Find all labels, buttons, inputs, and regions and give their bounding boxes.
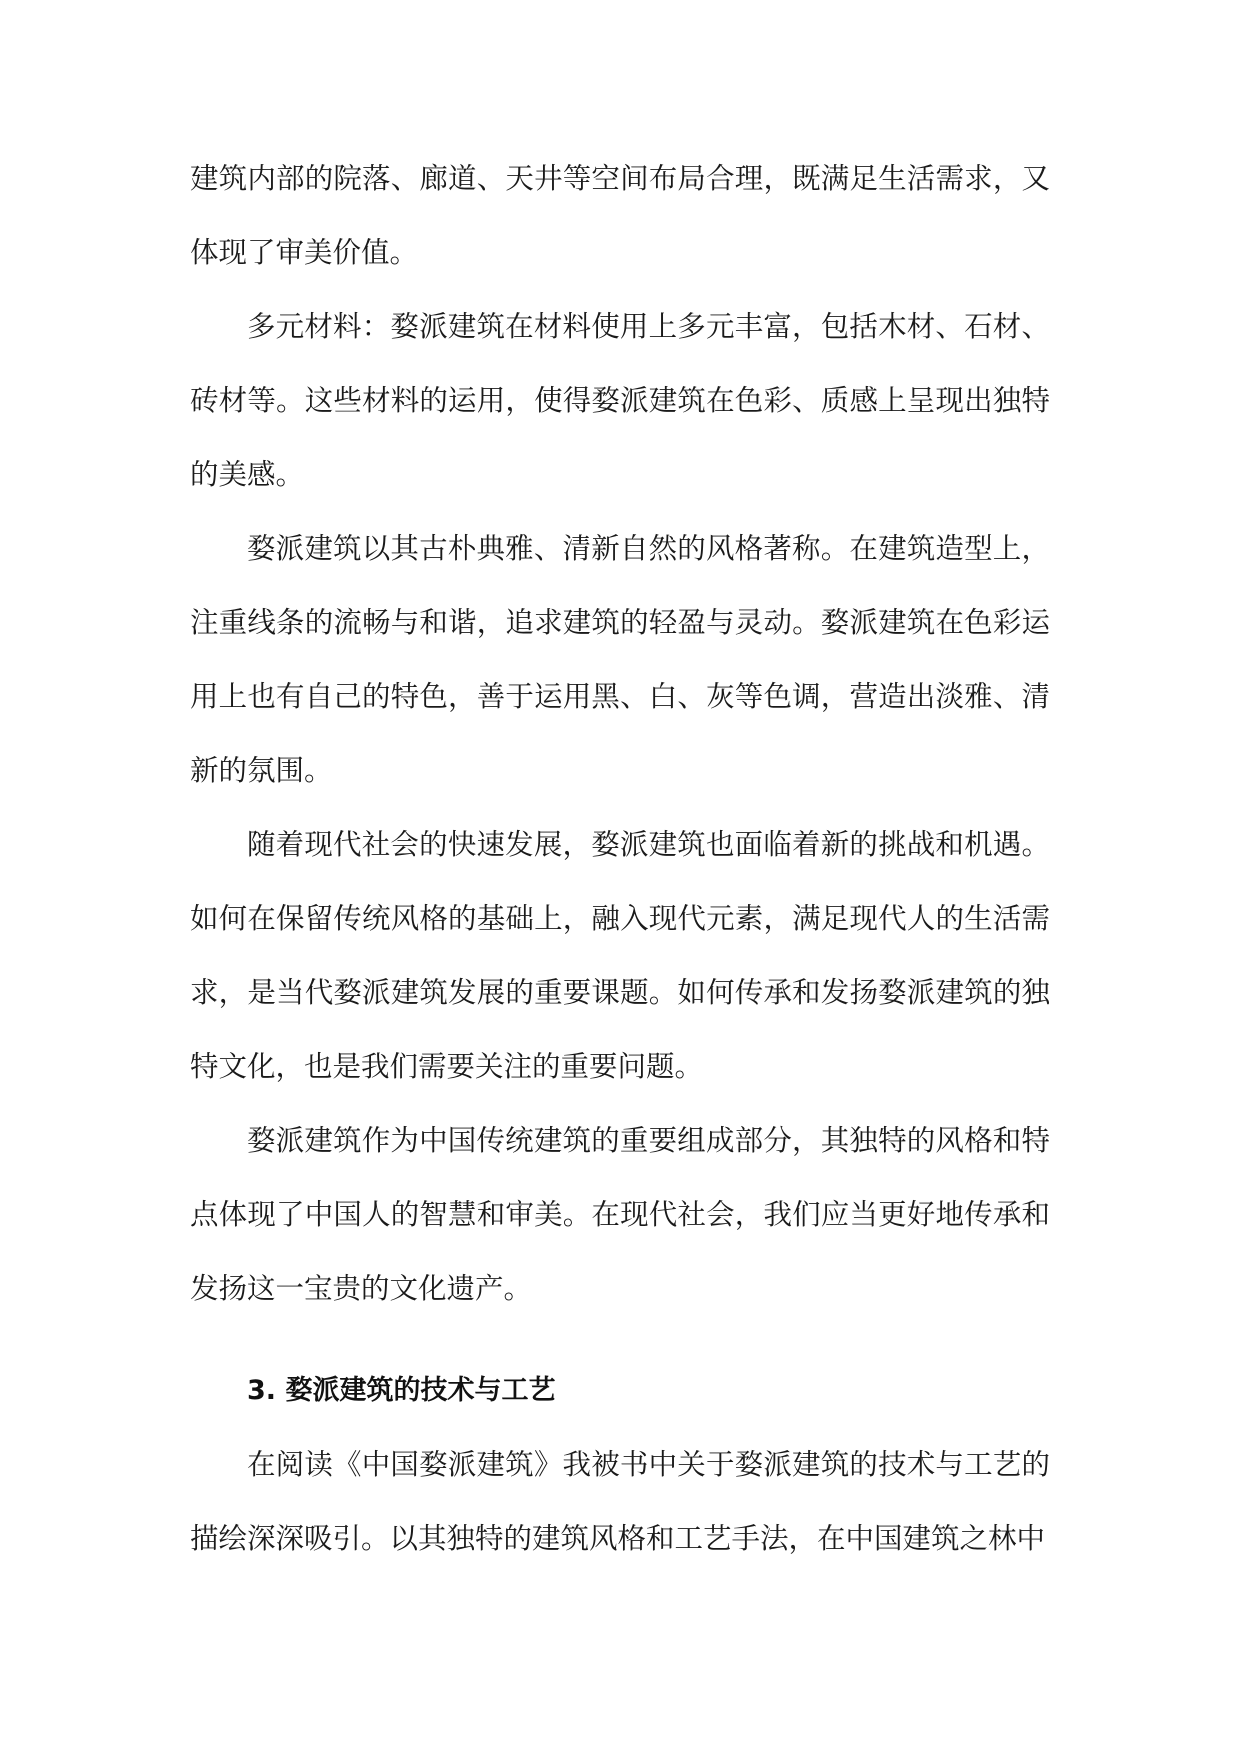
paragraph-style-and-color: 婺派建筑以其古朴典雅、清新自然的风格著称。在建筑造型上，注重线条的流畅与和谐，追求建筑的轻盈与灵动。婺派建筑在色彩运用上也有自己的特色，善于运用黑、白、灰等色调，营造出淡雅、清新的氛围。: [190, 532, 1050, 787]
paragraph-cultural-heritage: 婺派建筑作为中国传统建筑的重要组成部分，其独特的风格和特点体现了中国人的智慧和审美。在现代社会，我们应当更好地传承和发扬这一宝贵的文化遗产。: [190, 1124, 1050, 1305]
paragraph-modern-challenges: 随着现代社会的快速发展，婺派建筑也面临着新的挑战和机遇。如何在保留传统风格的基础上，融入现代元素，满足现代人的生活需求，是当代婺派建筑发展的重要课题。如何传承和发扬婺派建筑的独特文化，也是我们需要关注的重要问题。: [190, 828, 1050, 1083]
section-heading-technique-and-craft: 3. 婺派建筑的技术与工艺: [247, 1375, 556, 1406]
paragraph-reading-intro: 在阅读《中国婺派建筑》我被书中关于婺派建筑的技术与工艺的描绘深深吸引。以其独特的建筑风格和工艺手法，在中国建筑之林中: [190, 1448, 1050, 1555]
document-body: [190, 142, 1050, 1576]
paragraph-courtyard-layout: 建筑内部的院落、廊道、天井等空间布局合理，既满足生活需求，又体现了审美价值。: [190, 162, 1050, 269]
paragraph-diverse-materials: 多元材料：婺派建筑在材料使用上多元丰富，包括木材、石材、砖材等。这些材料的运用，使得婺派建筑在色彩、质感上呈现出独特的美感。: [190, 310, 1050, 491]
